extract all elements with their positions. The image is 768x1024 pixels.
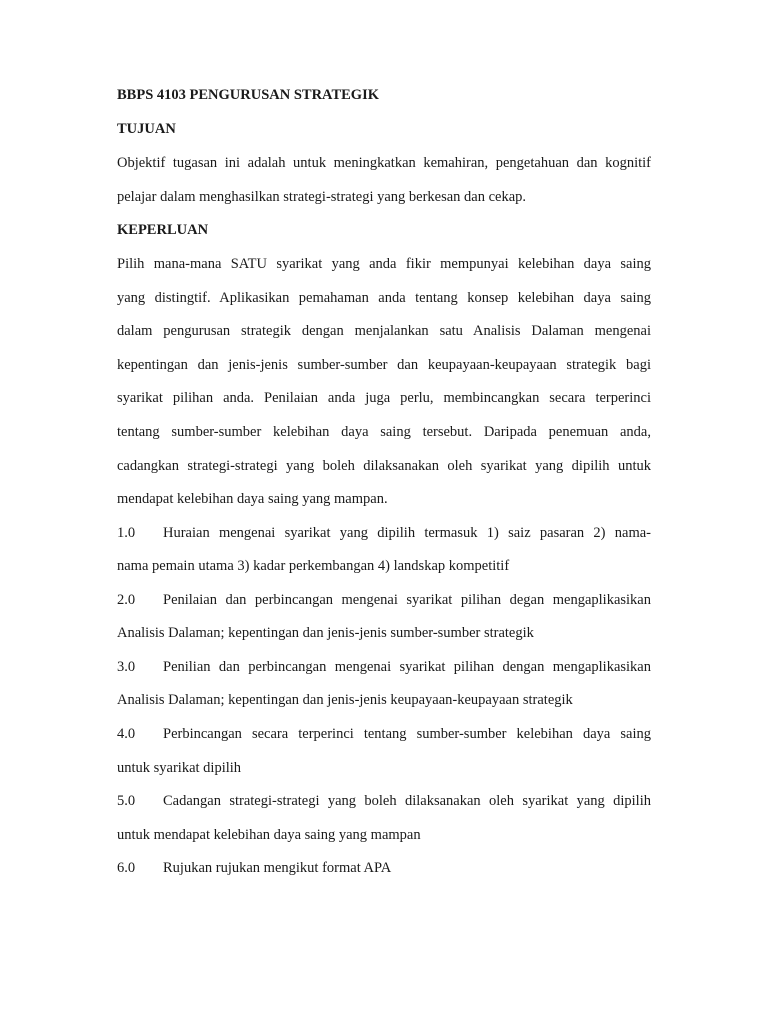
list-item-text: Cadangan strategi-strategi yang boleh dilaksanakan oleh syarikat yang dipilih [163,793,651,809]
list-item-continuation: untuk syarikat dipilih [117,760,242,776]
list-item [117,589,651,611]
document-title: BBPS 4103 PENGURUSAN STRATEGIK [117,87,379,103]
list-item-number: 4.0 [117,726,136,742]
list-item-continuation: Analisis Dalaman; kepentingan dan jenis-jenis keupayaan-keupayaan strategik [117,692,573,708]
list-item-number: 1.0 [117,525,136,541]
list-item [117,857,391,879]
list-item-text: Penilian dan perbincangan mengenai syarikat pilihan dengan mengaplikasikan [163,659,651,675]
keperluan-line: dalam pengurusan strategik dengan menjalankan satu Analisis Dalaman mengenai [117,323,651,339]
list-item [117,723,651,745]
list-item-text: Penilaian dan perbincangan mengenai syarikat pilihan degan mengaplikasikan [163,592,651,608]
list-item-number: 6.0 [117,860,136,876]
keperluan-line: mendapat kelebihan daya saing yang mampan. [117,491,388,507]
list-item [117,790,651,812]
tujuan-line: pelajar dalam menghasilkan strategi-strategi yang berkesan dan cekap. [117,189,527,205]
list-item [117,656,651,678]
list-item-text: Huraian mengenai syarikat yang dipilih termasuk 1) saiz pasaran 2) nama- [163,525,651,541]
keperluan-line: cadangkan strategi-strategi yang boleh dilaksanakan oleh syarikat yang dipilih untuk [117,458,651,474]
tujuan-line: Objektif tugasan ini adalah untuk meningkatkan kemahiran, pengetahuan dan kognitif [117,155,651,171]
list-item-number: 5.0 [117,793,136,809]
list-item [117,522,651,544]
keperluan-line: yang distingtif. Aplikasikan pemahaman anda tentang konsep kelebihan daya saing [117,290,651,306]
keperluan-line: syarikat pilihan anda. Penilaian anda juga perlu, membincangkan secara terperinci [117,390,651,406]
keperluan-line: Pilih mana-mana SATU syarikat yang anda fikir mempunyai kelebihan daya saing [117,256,651,272]
keperluan-heading: KEPERLUAN [117,222,209,238]
list-item-continuation: untuk mendapat kelebihan daya saing yang mampan [117,827,421,843]
list-item-number: 3.0 [117,659,136,675]
keperluan-line: kepentingan dan jenis-jenis sumber-sumber dan keupayaan-keupayaan strategik bagi [117,357,651,373]
keperluan-line: tentang sumber-sumber kelebihan daya saing tersebut. Daripada penemuan anda, [117,424,651,440]
list-item-continuation: nama pemain utama 3) kadar perkembangan 4) landskap kompetitif [117,558,510,574]
list-item-text: Rujukan rujukan mengikut format APA [163,860,392,876]
tujuan-heading: TUJUAN [117,121,176,137]
list-item-text: Perbincangan secara terperinci tentang sumber-sumber kelebihan daya saing [163,726,651,742]
list-item-number: 2.0 [117,592,136,608]
list-item-continuation: Analisis Dalaman; kepentingan dan jenis-jenis sumber-sumber strategik [117,625,534,641]
